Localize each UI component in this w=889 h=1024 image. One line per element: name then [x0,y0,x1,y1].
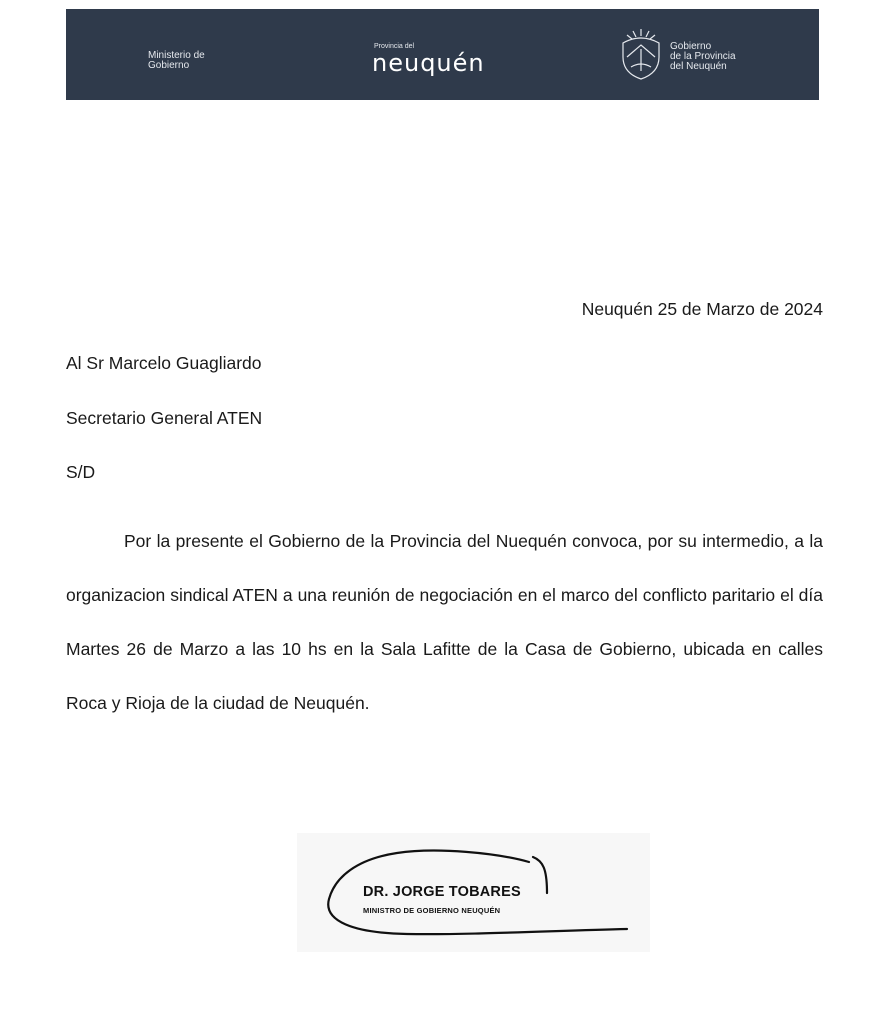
provincial-crest-icon [617,27,665,83]
government-label-line-1: Gobierno [670,41,712,52]
government-label-line-2: de la Provincia [670,51,736,62]
letter-date: Neuquén 25 de Marzo de 2024 [581,299,823,319]
ministry-label-line-2: Gobierno [148,60,190,71]
government-label [670,42,736,72]
salutation: S/D [66,462,96,482]
neuquen-logo-caption: Provincia del [374,43,415,50]
neuquen-wordmark-text: neuquén [372,51,485,77]
neuquen-logo [372,43,496,77]
signatory-name: DR. JORGE TOBARES [363,884,521,900]
ministry-label-line-1: Ministerio de [148,50,205,61]
recipient-title: Secretario General ATEN [66,408,263,428]
government-label-line-3: del Neuquén [670,61,727,72]
ministry-label [148,51,205,71]
signatory-title: MINISTRO DE GOBIERNO NEUQUÉN [363,906,501,915]
letter-body: Por la presente el Gobierno de la Provincia del Nuequén convoca, por su intermedio, a la organizacion sindical ATEN a una reunión de negociación en el marco del conflicto paritario el día Martes 26 de Marzo a las 10 hs en la Sala Lafitte de la Casa de Gobierno, ubicada en calles Roca y Rioja de la ciudad de Neuquén. [66,531,823,713]
letterhead-band [66,9,819,100]
recipient-name: Al Sr Marcelo Guagliardo [66,353,262,373]
signature-block [297,833,650,952]
neuquen-wordmark-icon [372,51,496,77]
